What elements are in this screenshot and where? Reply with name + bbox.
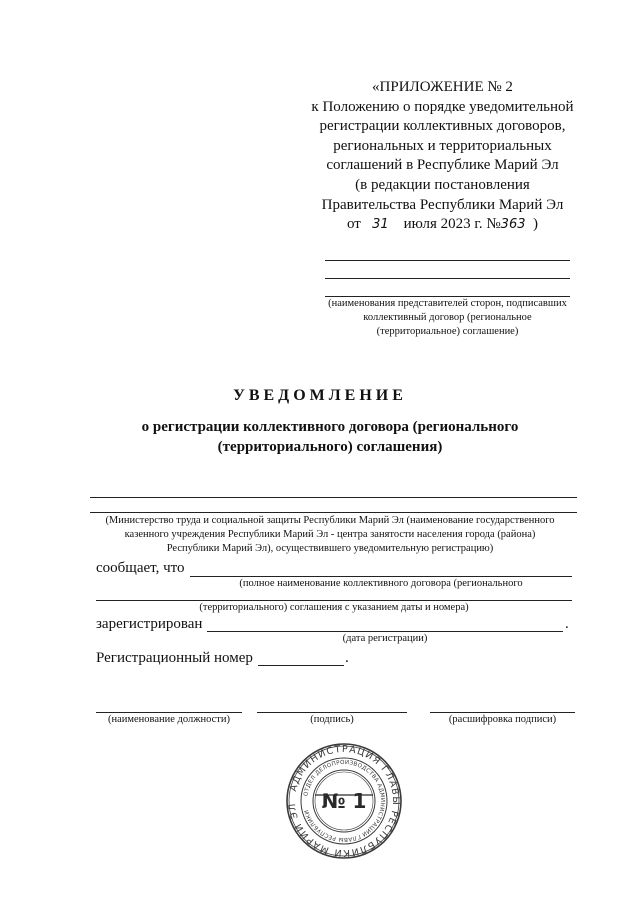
document-title: УВЕДОМЛЕНИЕ (233, 387, 407, 404)
date-number: 363 (500, 217, 526, 233)
appendix-header (300, 78, 585, 235)
appendix-line: регистрации коллективных договоров, (319, 118, 566, 135)
parties-line-2 (325, 278, 570, 279)
caption-line: казенного учреждения Республики Марий Эл - центра занятости населения города (района) (124, 529, 536, 540)
parties-caption (310, 297, 585, 339)
caption-line: (Министерство труда и социальной защиты Республики Марий Эл (наименование государственного (105, 515, 555, 526)
transcript-caption: (расшифровка подписи) (448, 714, 557, 725)
appendix-line: «ПРИЛОЖЕНИЕ № 2 (372, 79, 513, 95)
parties-line-1 (325, 260, 570, 261)
caption-line: Республики Марий Эл), осуществившего уведомительную регистрацию) (166, 543, 494, 554)
stamp-number: № 1 (321, 789, 367, 813)
reg-number-label: Регистрационный номер (96, 650, 253, 666)
caption-line: (наименования представителей сторон, подписавших (328, 298, 567, 309)
position-caption: (наименование должности) (107, 714, 231, 725)
appendix-line: региональных и территориальных (333, 137, 552, 154)
date-day: 31 (372, 217, 389, 233)
reports-label: сообщает, что (96, 560, 185, 576)
reg-number-end: . (345, 650, 349, 666)
caption-line: коллективный договор (региональное (363, 312, 532, 323)
date-prefix: от (346, 216, 361, 233)
date-close: ) (533, 216, 538, 233)
ministry-line-1 (90, 497, 577, 498)
agreement-caption-2: (территориального) соглашения с указанием даты и номера) (199, 602, 469, 613)
stamp-inner-text: ОТДЕЛ ДЕЛОПРОИЗВОДСТВА АДМИНИСТРАЦИИ ГЛАВЫ РЕСПУБЛИКИ (303, 759, 386, 843)
appendix-line: (в редакции постановления (355, 176, 530, 193)
appendix-date-line (300, 215, 585, 235)
registration-date-caption: (дата регистрации) (342, 633, 428, 644)
registered-label: зарегистрирован (96, 616, 203, 632)
reg-number-line (258, 665, 344, 666)
ministry-caption (80, 514, 580, 556)
agreement-caption-1: (полное наименование коллективного договора (регионального (239, 578, 523, 589)
stamp-outer-text: АДМИНИСТРАЦИЯ ГЛАВЫ РЕСПУБЛИКИ МАРИЙ ЭЛ (286, 743, 402, 859)
appendix-line: к Положению о порядке уведомительной (311, 98, 574, 115)
ministry-line-2 (90, 512, 577, 513)
date-month-year: июля 2023 г. № (403, 216, 501, 233)
registered-end: . (565, 616, 569, 632)
document-subtitle (100, 417, 560, 457)
appendix-line: Правительства Республики Марий Эл (321, 196, 564, 213)
caption-line: (территориальное) соглашение) (376, 326, 519, 337)
appendix-line: соглашений в Республике Марий Эл (326, 157, 559, 174)
subtitle-line: о регистрации коллективного договора (регионального (141, 419, 519, 435)
official-stamp (285, 742, 403, 860)
subtitle-line: (территориального) соглашения) (217, 439, 443, 455)
signature-caption: (подпись) (310, 714, 354, 725)
